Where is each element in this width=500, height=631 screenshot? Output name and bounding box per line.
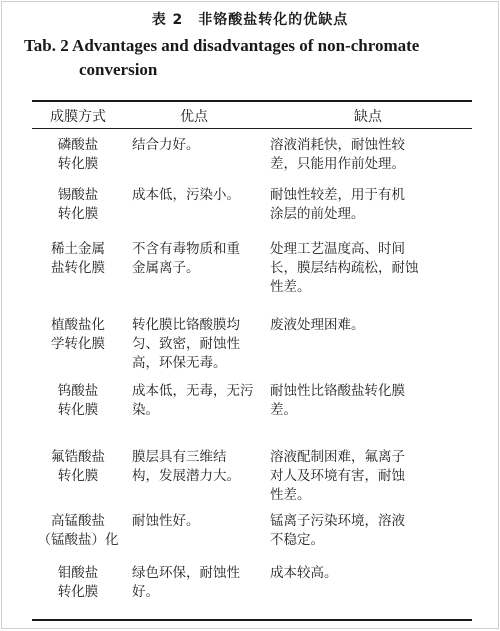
cell-line: 转化膜比铬酸膜均	[132, 317, 240, 333]
cell-disadvantages	[270, 382, 472, 420]
cell-line: 钼酸盐	[57, 565, 99, 581]
cell-line: 染。	[132, 402, 159, 418]
cell-line: 匀、致密，耐蚀性	[132, 336, 240, 352]
cell-line: 氟锆酸盐	[51, 449, 105, 465]
cell-line: 转化膜	[57, 156, 99, 172]
cell-disadvantages	[270, 512, 472, 550]
cell-line: 转化膜	[57, 584, 99, 600]
cell-advantages	[132, 564, 258, 602]
cell-advantages	[132, 512, 258, 531]
table-page	[1, 1, 499, 629]
cell-line: 构，发展潜力大。	[132, 468, 240, 484]
cell-line: 耐蚀性比铬酸盐转化膜	[270, 383, 405, 399]
cell-method	[32, 512, 124, 550]
cell-line: 溶液消耗快，耐蚀性较	[270, 137, 405, 153]
cell-disadvantages	[270, 136, 472, 174]
cell-advantages	[132, 186, 258, 205]
cell-line: 盐转化膜	[51, 260, 105, 276]
cell-line: 植酸盐化	[51, 317, 105, 333]
caption-en-line2: conversion	[79, 60, 158, 79]
cell-line: 转化膜	[57, 468, 99, 484]
cell-line: 性差。	[270, 279, 311, 295]
cell-line: 长，膜层结构疏松，耐蚀	[270, 260, 419, 276]
cell-method	[32, 564, 124, 602]
cell-line: 差，只能用作前处理。	[270, 156, 405, 172]
cell-method	[32, 382, 124, 420]
table-caption-en	[24, 34, 484, 82]
cell-line: （锰酸盐）化	[37, 532, 119, 548]
cell-line: 不含有毒物质和重	[132, 241, 240, 257]
cell-line: 高，环保无毒。	[132, 355, 227, 371]
cell-method	[32, 240, 124, 278]
cell-line: 耐蚀性好。	[132, 513, 200, 529]
cell-line: 稀土金属	[51, 241, 105, 257]
cell-advantages	[132, 136, 258, 155]
cell-line: 耐蚀性较差，用于有机	[270, 187, 405, 203]
cell-line: 溶液配制困难，氟离子	[270, 449, 405, 465]
cell-line: 钨酸盐	[57, 383, 99, 399]
cell-line: 对人及环境有害，耐蚀	[270, 468, 405, 484]
caption-en-line1: Tab. 2 Advantages and disadvantages of non-chromate	[24, 36, 420, 55]
cell-disadvantages	[270, 316, 472, 335]
cell-advantages	[132, 448, 258, 486]
cell-line: 转化膜	[57, 206, 99, 222]
cell-advantages	[132, 240, 258, 278]
cell-line: 性差。	[270, 487, 311, 503]
cell-line: 金属离子。	[132, 260, 200, 276]
cell-line: 锰离子污染环境，溶液	[270, 513, 405, 529]
cell-line: 膜层具有三维结	[132, 449, 227, 465]
header-method: 成膜方式	[50, 109, 106, 125]
cell-advantages	[132, 382, 258, 420]
cell-line: 废液处理困难。	[270, 317, 365, 333]
cell-method	[32, 136, 124, 174]
cell-line: 转化膜	[57, 402, 99, 418]
cell-line: 学转化膜	[51, 336, 105, 352]
cell-method	[32, 448, 124, 486]
cell-line: 结合力好。	[132, 137, 200, 153]
cell-line: 锡酸盐	[57, 187, 99, 203]
cell-line: 绿色环保，耐蚀性	[132, 565, 240, 581]
cell-line: 磷酸盐	[57, 137, 99, 153]
table-header-rule	[32, 128, 472, 129]
cell-line: 成本低，污染小。	[132, 187, 240, 203]
header-advantages: 优点	[180, 109, 208, 125]
table-bottom-rule	[32, 619, 472, 621]
cell-line: 成本较高。	[270, 565, 338, 581]
cell-line: 涂层的前处理。	[270, 206, 365, 222]
cell-line: 成本低，无毒，无污	[132, 383, 254, 399]
cell-disadvantages	[270, 240, 472, 297]
cell-method	[32, 186, 124, 224]
cell-disadvantages	[270, 564, 472, 583]
cell-line: 高锰酸盐	[51, 513, 105, 529]
cell-line: 不稳定。	[270, 532, 324, 548]
cell-disadvantages	[270, 448, 472, 505]
cell-line: 差。	[270, 402, 297, 418]
cell-line: 处理工艺温度高、时间	[270, 241, 405, 257]
cell-disadvantages	[270, 186, 472, 224]
table-header	[32, 102, 472, 128]
cell-advantages	[132, 316, 258, 373]
table-caption-cn: 表 2 非铬酸盐转化的优缺点	[151, 12, 349, 28]
cell-line: 好。	[132, 584, 159, 600]
cell-method	[32, 316, 124, 354]
header-disadvantages: 缺点	[354, 109, 382, 125]
